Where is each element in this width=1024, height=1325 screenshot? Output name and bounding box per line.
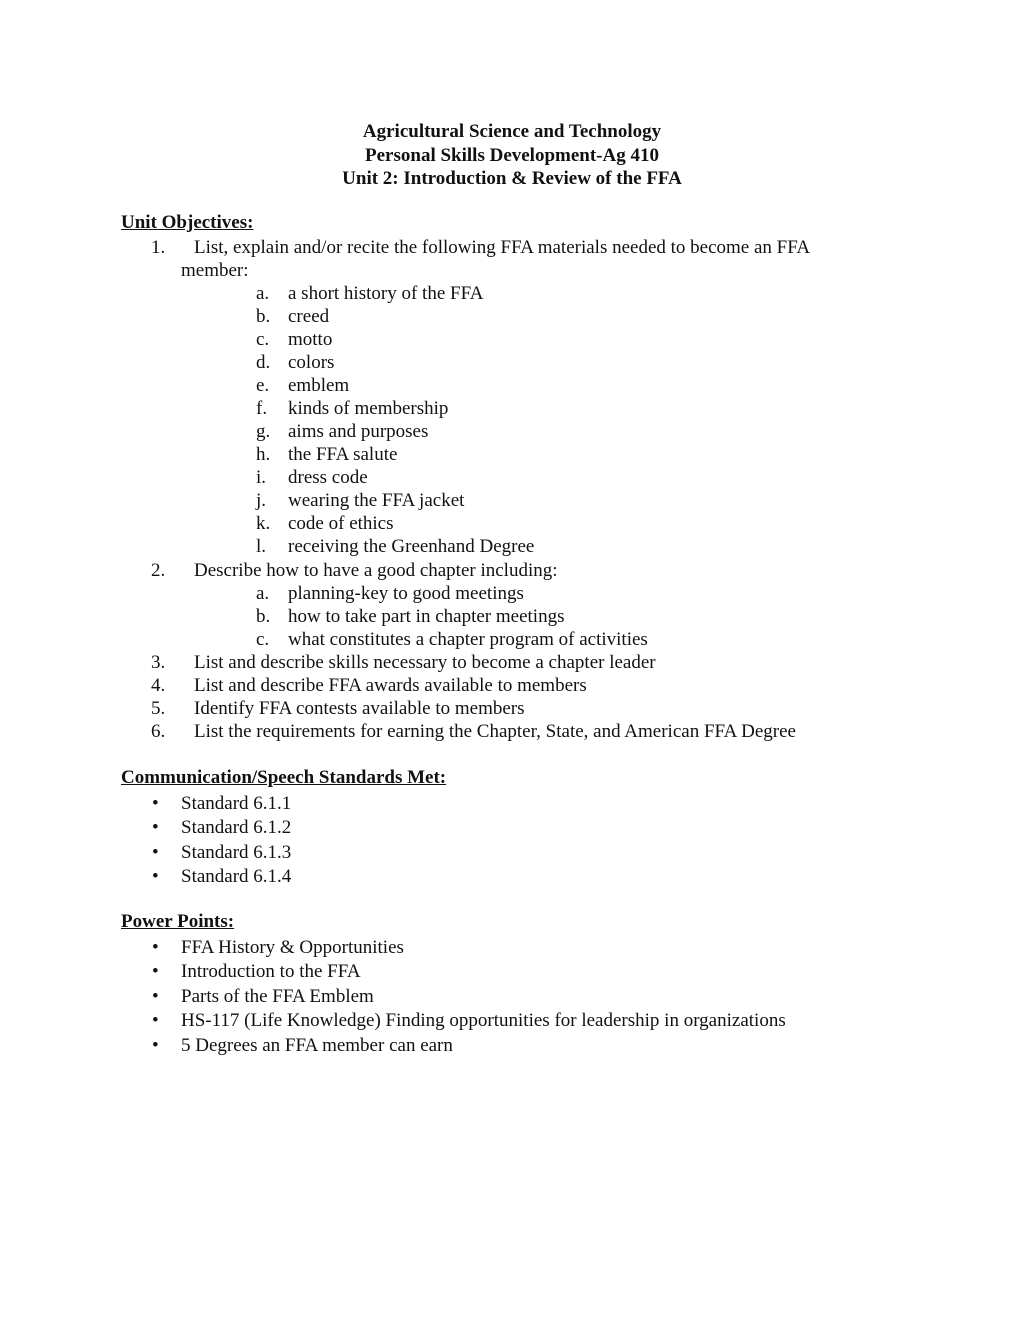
bullet-icon: • xyxy=(152,817,159,838)
standard-text: Standard 6.1.3 xyxy=(181,842,292,863)
bullet-icon: • xyxy=(152,842,159,863)
objective-number: 4. xyxy=(151,675,166,696)
objective-text: List and describe FFA awards available to members xyxy=(194,675,587,696)
powerpoint-text: HS-117 (Life Knowledge) Finding opportunities for leadership in organizations xyxy=(181,1010,786,1031)
sub-item-letter: h. xyxy=(256,444,271,465)
sub-item-text: colors xyxy=(288,352,335,373)
document-header xyxy=(0,120,1024,191)
sub-item-letter: a. xyxy=(256,283,270,304)
standard-text: Standard 6.1.2 xyxy=(181,817,292,838)
sub-item-text: receiving the Greenhand Degree xyxy=(288,536,535,557)
objective-text: List and describe skills necessary to become a chapter leader xyxy=(194,652,656,673)
bullet-icon: • xyxy=(152,1010,159,1031)
bullet-icon: • xyxy=(152,986,159,1007)
sub-item-text: emblem xyxy=(288,375,350,396)
powerpoint-text: Parts of the FFA Emblem xyxy=(181,986,374,1007)
bullet-icon: • xyxy=(152,961,159,982)
course-subtitle: Personal Skills Development-Ag 410 xyxy=(365,144,659,166)
sub-item-text: aims and purposes xyxy=(288,421,429,442)
bullet-icon: • xyxy=(152,866,159,887)
sub-item-letter: b. xyxy=(256,606,271,627)
sub-item-text: wearing the FFA jacket xyxy=(288,490,465,511)
sub-item-letter: c. xyxy=(256,629,270,650)
objective-number: 5. xyxy=(151,698,166,719)
standard-text: Standard 6.1.4 xyxy=(181,866,292,887)
sub-item-letter: d. xyxy=(256,352,271,373)
sub-item-letter: g. xyxy=(256,421,271,442)
powerpoint-text: 5 Degrees an FFA member can earn xyxy=(181,1035,453,1056)
objective-number: 3. xyxy=(151,652,166,673)
objective-number: 6. xyxy=(151,721,166,742)
sub-item-letter: f. xyxy=(256,398,268,419)
sub-item-letter: a. xyxy=(256,583,270,604)
objective-text: List, explain and/or recite the following FFA materials needed to become an FFA xyxy=(194,237,811,258)
bullet-icon: • xyxy=(152,1035,159,1056)
unit-title: Unit 2: Introduction & Review of the FFA xyxy=(342,168,682,189)
sub-item-letter: e. xyxy=(256,375,270,396)
objective-number: 2. xyxy=(151,560,166,581)
sub-item-text: creed xyxy=(288,306,330,327)
sub-item-text: motto xyxy=(288,329,333,350)
course-title: Agricultural Science and Technology xyxy=(362,121,662,142)
bullet-icon: • xyxy=(152,793,159,814)
sub-item-letter: j. xyxy=(256,490,267,511)
objective-text: Describe how to have a good chapter including: xyxy=(194,560,558,581)
sub-item-letter: l. xyxy=(256,536,267,557)
sub-item-letter: b. xyxy=(256,306,271,327)
sub-item-text: code of ethics xyxy=(288,513,394,534)
powerpoint-text: FFA History & Opportunities xyxy=(181,937,404,958)
powerpoint-text: Introduction to the FFA xyxy=(181,961,361,982)
sub-item-letter: k. xyxy=(256,513,271,534)
objective-text: Identify FFA contests available to members xyxy=(194,698,525,719)
powerpoints-heading: Power Points: xyxy=(121,911,235,932)
sub-item-text: how to take part in chapter meetings xyxy=(288,606,565,627)
standards-heading: Communication/Speech Standards Met: xyxy=(121,767,447,788)
objectives-heading: Unit Objectives: xyxy=(121,212,254,233)
bullet-icon: • xyxy=(152,937,159,958)
sub-item-text: kinds of membership xyxy=(288,398,449,419)
sub-item-letter: i. xyxy=(256,467,267,488)
sub-item-text: what constitutes a chapter program of activities xyxy=(288,629,648,650)
sub-item-text: dress code xyxy=(288,467,368,488)
sub-item-text: planning-key to good meetings xyxy=(288,583,524,604)
standard-text: Standard 6.1.1 xyxy=(181,793,292,814)
objective-number: 1. xyxy=(151,237,166,258)
sub-item-letter: c. xyxy=(256,329,270,350)
objective-text: List the requirements for earning the Chapter, State, and American FFA Degree xyxy=(194,721,796,742)
sub-item-text: a short history of the FFA xyxy=(288,283,484,304)
objective-text-continued: member: xyxy=(181,260,249,281)
sub-item-text: the FFA salute xyxy=(288,444,398,465)
